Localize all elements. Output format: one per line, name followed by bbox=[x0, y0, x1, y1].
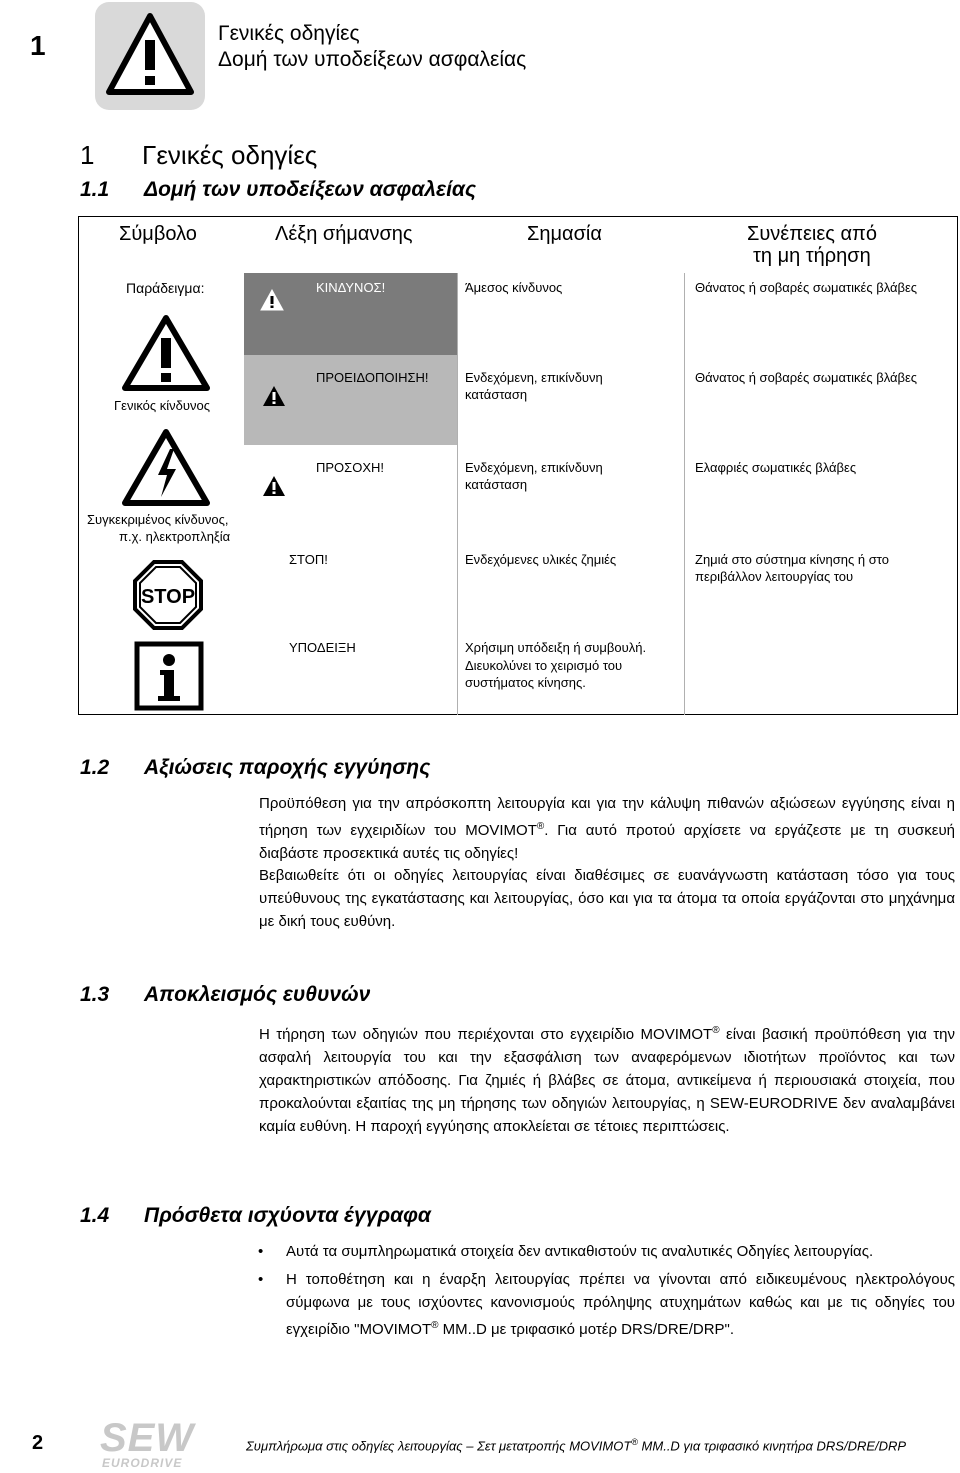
signal-word-danger: ΚΙΝΔΥΝΟΣ! bbox=[316, 280, 386, 295]
danger-triangle-icon bbox=[260, 289, 284, 311]
chapter-number: 1 bbox=[30, 30, 46, 61]
stop-sign-text: STOP bbox=[140, 586, 196, 608]
consequence-danger: Θάνατος ή σοβαρές σωματικές βλάβες bbox=[695, 280, 918, 295]
additional-documents-list bbox=[258, 1240, 955, 1346]
section-1-heading bbox=[80, 140, 318, 171]
header-subtitle: Δομή των υποδείξεων ασφαλείας bbox=[218, 48, 527, 71]
footer-document-title: Συμπλήρωμα στις οδηγίες λειτουργίας – Σετ μετατροπής MOVIMOT® MM..D για τριφασικό κινητήρα DRS/DRE/DRP bbox=[246, 1437, 907, 1454]
meaning-warning-1: Ενδεχόμενη, επικίνδυνη bbox=[465, 370, 603, 385]
meaning-danger: Άμεσος κίνδυνος bbox=[465, 280, 563, 295]
consequence-stop-2: περιβάλλον λειτουργίας του bbox=[695, 569, 854, 584]
column-divider bbox=[457, 273, 458, 715]
list-item: • Η τοποθέτηση και η έναρξη λειτουργίας πρέπει να γίνονται από ειδικευμένους ηλεκτρολόγους σύμφωνα με τους ισχύοντες κανονισμούς πρόληψης ατυχημάτων καθώς και με τις οδηγίες του εγχειρίδιο "MOVIMOT® MM..D με τριφασικό μοτέρ DRS/DRE/DRP". bbox=[258, 1268, 955, 1341]
section-title: Αποκλεισμός ευθυνών bbox=[144, 983, 371, 1006]
section-number: 1 bbox=[80, 140, 95, 170]
meaning-caution-2: κατάσταση bbox=[465, 477, 528, 492]
section-number: 1.3 bbox=[80, 983, 110, 1006]
section-title: Δομή των υποδείξεων ασφαλείας bbox=[144, 178, 477, 201]
section-number: 1.4 bbox=[80, 1204, 110, 1227]
stop-sign-icon bbox=[132, 559, 204, 631]
safety-notes-table bbox=[78, 216, 958, 715]
info-icon bbox=[134, 641, 204, 711]
header-symbol: Σύμβολο bbox=[119, 223, 197, 245]
example-label: Παράδειγμα: bbox=[126, 280, 205, 296]
meaning-stop: Ενδεχόμενες υλικές ζημιές bbox=[465, 552, 617, 567]
header-title: Γενικές οδηγίες bbox=[218, 22, 360, 45]
section-title: Γενικές οδηγίες bbox=[142, 140, 318, 170]
logo-subtext: EURODRIVE bbox=[102, 1456, 183, 1470]
meaning-note-1: Χρήσιμη υπόδειξη ή συμβουλή. bbox=[465, 640, 647, 655]
meaning-warning-2: κατάσταση bbox=[465, 387, 528, 402]
section-title: Πρόσθετα ισχύοντα έγγραφα bbox=[144, 1204, 431, 1227]
column-divider bbox=[684, 273, 685, 715]
registered-mark: ® bbox=[536, 821, 545, 832]
warning-triangle-small-icon bbox=[262, 385, 286, 407]
section-number: 1.2 bbox=[80, 756, 110, 779]
signal-word-caution: ΠΡΟΣΟΧΗ! bbox=[316, 460, 384, 475]
registered-mark: ® bbox=[431, 1320, 439, 1331]
consequence-warning: Θάνατος ή σοβαρές σωματικές βλάβες bbox=[695, 370, 918, 385]
warranty-paragraph-2: Βεβαιωθείτε ότι οι οδηγίες λειτουργίας είναι διαθέσιμες σε ευανάγνωστη κατάσταση τόσο για τους υπεύθυνους της εγκατάστασης και λειτουργίας, όσο και για τα άτομα τα οποία εργάζονται στο μηχάνημα με δική τους ευθύνη. bbox=[259, 867, 955, 930]
header-consequences-1: Συνέπειες από bbox=[747, 223, 877, 245]
header-consequences-2: τη μη τήρηση bbox=[753, 245, 871, 267]
signal-word-stop: ΣΤΟΠ! bbox=[289, 552, 328, 567]
logo-text: SEW bbox=[100, 1416, 195, 1460]
sew-eurodrive-logo bbox=[100, 1418, 210, 1470]
warning-triangle-icon bbox=[105, 10, 195, 100]
electric-hazard-icon bbox=[121, 427, 211, 509]
list-item: • Αυτά τα συμπληρωματικά στοιχεία δεν αντικαθιστούν τις αναλυτικές Οδηγίες λειτουργίας. bbox=[258, 1240, 955, 1263]
meaning-note-2: Διευκολύνει το χειρισμό του bbox=[465, 658, 623, 673]
general-hazard-label: Γενικός κίνδυνος bbox=[114, 398, 211, 413]
specific-hazard-label-1: Συγκεκριμένος κίνδυνος, bbox=[87, 512, 229, 527]
page-number: 2 bbox=[32, 1432, 44, 1454]
section-title: Αξιώσεις παροχής εγγύησης bbox=[144, 756, 431, 779]
consequence-stop-1: Ζημιά στο σύστημα κίνησης ή στο bbox=[695, 552, 889, 567]
registered-mark: ® bbox=[631, 1437, 638, 1447]
consequence-caution: Ελαφριές σωματικές βλάβες bbox=[695, 460, 857, 475]
signal-word-warning: ΠΡΟΕΙΔΟΠΟΙΗΣΗ! bbox=[316, 370, 429, 385]
specific-hazard-label-2: π.χ. ηλεκτροπληξία bbox=[119, 529, 231, 544]
liability-paragraph: Η τήρηση των οδηγιών που περιέχονται στο εγχειρίδιο MOVIMOT® είναι βασική προϋπόθεση για την ασφαλή λειτουργία του και την εξασφάλιση των αναφερόμενων ιδιοτήτων προϊόντος και των χαρακτηριστικών απόδοσης. Για ζημιές ή βλάβες σε άτομα, αντικείμενα ή περιουσιακά στοιχεία, που προκαλούνται εξαιτίας της μη τήρησης των οδηγιών λειτουργίας, η SEW-EURODRIVE δεν αναλαμβάνει καμία ευθύνη. Η παροχή εγγύησης αποκλείεται σε τέτοιες περιπτώσεις. bbox=[259, 1025, 955, 1135]
caution-triangle-icon bbox=[262, 475, 286, 497]
signal-word-note: ΥΠΟΔΕΙΞΗ bbox=[289, 640, 356, 655]
header-warning-box bbox=[95, 2, 205, 110]
warranty-paragraph-1: Προϋπόθεση για την απρόσκοπτη λειτουργία και για την κάλυψη πιθανών αξιώσεων εγγύησης είναι η τήρηση των εγχειριδίων του MOVIMOT®. Για αυτό προτού αρχίσετε να εργάζεστε με τη συσκευή διαβάστε προσεκτικά αυτές τις οδηγίες! bbox=[259, 795, 955, 862]
registered-mark: ® bbox=[712, 1025, 720, 1036]
section-number: 1.1 bbox=[80, 178, 110, 201]
header-meaning: Σημασία bbox=[527, 223, 602, 245]
meaning-note-3: συστήματος κίνησης. bbox=[465, 675, 586, 690]
header-signal-word: Λέξη σήμανσης bbox=[275, 223, 413, 245]
meaning-caution-1: Ενδεχόμενη, επικίνδυνη bbox=[465, 460, 603, 475]
general-hazard-icon bbox=[121, 313, 211, 393]
